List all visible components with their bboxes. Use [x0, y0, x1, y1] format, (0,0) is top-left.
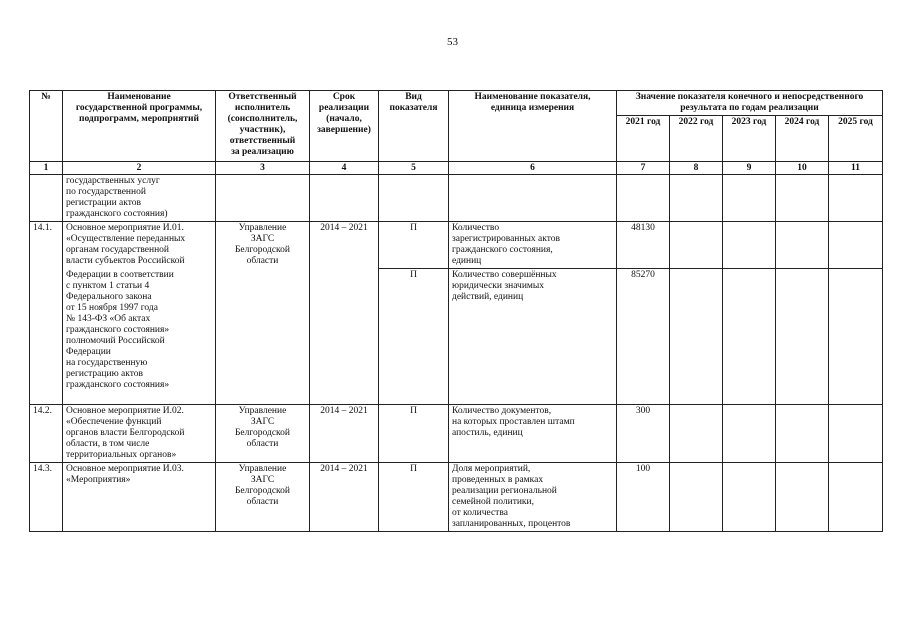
header-year-2024: 2024 год	[776, 116, 829, 162]
table-row	[30, 404, 883, 462]
cell-empty	[670, 404, 723, 462]
row-kind: П	[379, 269, 449, 405]
row-indicator: Количество совершённых юридически значимых действий, единиц	[449, 269, 617, 405]
cell-empty	[723, 222, 776, 269]
header-year-2025: 2025 год	[829, 116, 883, 162]
header-values-group: Значение показателя конечного и непосредственного результата по годам реализации	[617, 91, 883, 116]
row-number: 14.2.	[30, 404, 63, 462]
cell-empty	[449, 175, 617, 222]
header-no: №	[30, 91, 63, 162]
indicators-table	[29, 90, 883, 532]
row-name: Основное мероприятие И.02. «Обеспечение функций органов власти Белгородской области, в том числе территориальных органов»	[63, 404, 216, 462]
row-term: 2014 – 2021	[310, 462, 379, 531]
column-number: 1	[30, 162, 63, 175]
header-year-2023: 2023 год	[723, 116, 776, 162]
row-number: 14.3.	[30, 462, 63, 531]
cell-empty	[829, 404, 883, 462]
header-responsible: Ответственный исполнитель (соисполнитель, участник), ответственный за реализацию	[216, 91, 310, 162]
cell-empty	[723, 404, 776, 462]
cell-empty	[776, 269, 829, 405]
cell-empty	[670, 175, 723, 222]
cell-empty	[379, 175, 449, 222]
column-number: 5	[379, 162, 449, 175]
table-row	[30, 462, 883, 531]
row-responsible: Управление ЗАГС Белгородской области	[216, 404, 310, 462]
cell-empty	[829, 462, 883, 531]
continuation-name: государственных услуг по государственной регистрации актов гражданского состояния)	[63, 175, 216, 222]
cell-empty	[617, 175, 670, 222]
row-name: Основное мероприятие И.03. «Мероприятия»	[63, 462, 216, 531]
cell-empty	[776, 222, 829, 269]
row-kind: П	[379, 404, 449, 462]
header-year-2022: 2022 год	[670, 116, 723, 162]
cell-empty	[723, 269, 776, 405]
cell-empty	[670, 222, 723, 269]
column-number: 11	[829, 162, 883, 175]
header-row	[30, 91, 883, 116]
row-term: 2014 – 2021	[310, 222, 379, 405]
cell-empty	[776, 462, 829, 531]
cell-empty	[829, 175, 883, 222]
row-number: 14.1.	[30, 222, 63, 405]
cell-empty	[216, 175, 310, 222]
cell-empty	[723, 462, 776, 531]
cell-empty	[30, 175, 63, 222]
column-number: 3	[216, 162, 310, 175]
row-responsible: Управление ЗАГС Белгородской области	[216, 462, 310, 531]
cell-empty	[829, 269, 883, 405]
row-kind: П	[379, 462, 449, 531]
header-year-2021: 2021 год	[617, 116, 670, 162]
header-kind: Вид показателя	[379, 91, 449, 162]
cell-empty	[670, 269, 723, 405]
row-value-2021: 100	[617, 462, 670, 531]
cell-empty	[776, 404, 829, 462]
column-number: 2	[63, 162, 216, 175]
column-number: 8	[670, 162, 723, 175]
row-term: 2014 – 2021	[310, 404, 379, 462]
cell-empty	[670, 462, 723, 531]
row-value-2021: 85270	[617, 269, 670, 405]
cell-empty	[776, 175, 829, 222]
row-indicator: Доля мероприятий, проведенных в рамках реализации региональной семейной политики, от количества запланированных, процентов	[449, 462, 617, 531]
column-number: 9	[723, 162, 776, 175]
table-row	[30, 269, 883, 405]
column-numbers-row	[30, 162, 883, 175]
row-value-2021: 300	[617, 404, 670, 462]
row-name: Основное мероприятие И.01. «Осуществление переданных органам государственной власти субъектов Российской	[63, 222, 216, 269]
row-indicator: Количество зарегистрированных актов гражданского состояния, единиц	[449, 222, 617, 269]
row-indicator: Количество документов, на которых проставлен штамп апостиль, единиц	[449, 404, 617, 462]
column-number: 6	[449, 162, 617, 175]
row-responsible: Управление ЗАГС Белгородской области	[216, 222, 310, 405]
header-indicator: Наименование показателя, единица измерения	[449, 91, 617, 162]
column-number: 10	[776, 162, 829, 175]
page-number: 53	[447, 36, 458, 48]
row-value-2021: 48130	[617, 222, 670, 269]
header-term: Срок реализации (начало, завершение)	[310, 91, 379, 162]
column-number: 4	[310, 162, 379, 175]
cell-empty	[829, 222, 883, 269]
row-name-continued: Федерации в соответствии с пунктом 1 статьи 4 Федерального закона от 15 ноября 1997 года № 143-ФЗ «Об актах гражданского состояния» полномочий Российской Федерации на государственную регистрацию актов гражданского состояния»	[63, 269, 216, 405]
column-number: 7	[617, 162, 670, 175]
cell-empty	[310, 175, 379, 222]
table-row	[30, 175, 883, 222]
table-row	[30, 222, 883, 269]
cell-empty	[723, 175, 776, 222]
row-kind: П	[379, 222, 449, 269]
header-name: Наименование государственной программы, подпрограмм, мероприятий	[63, 91, 216, 162]
